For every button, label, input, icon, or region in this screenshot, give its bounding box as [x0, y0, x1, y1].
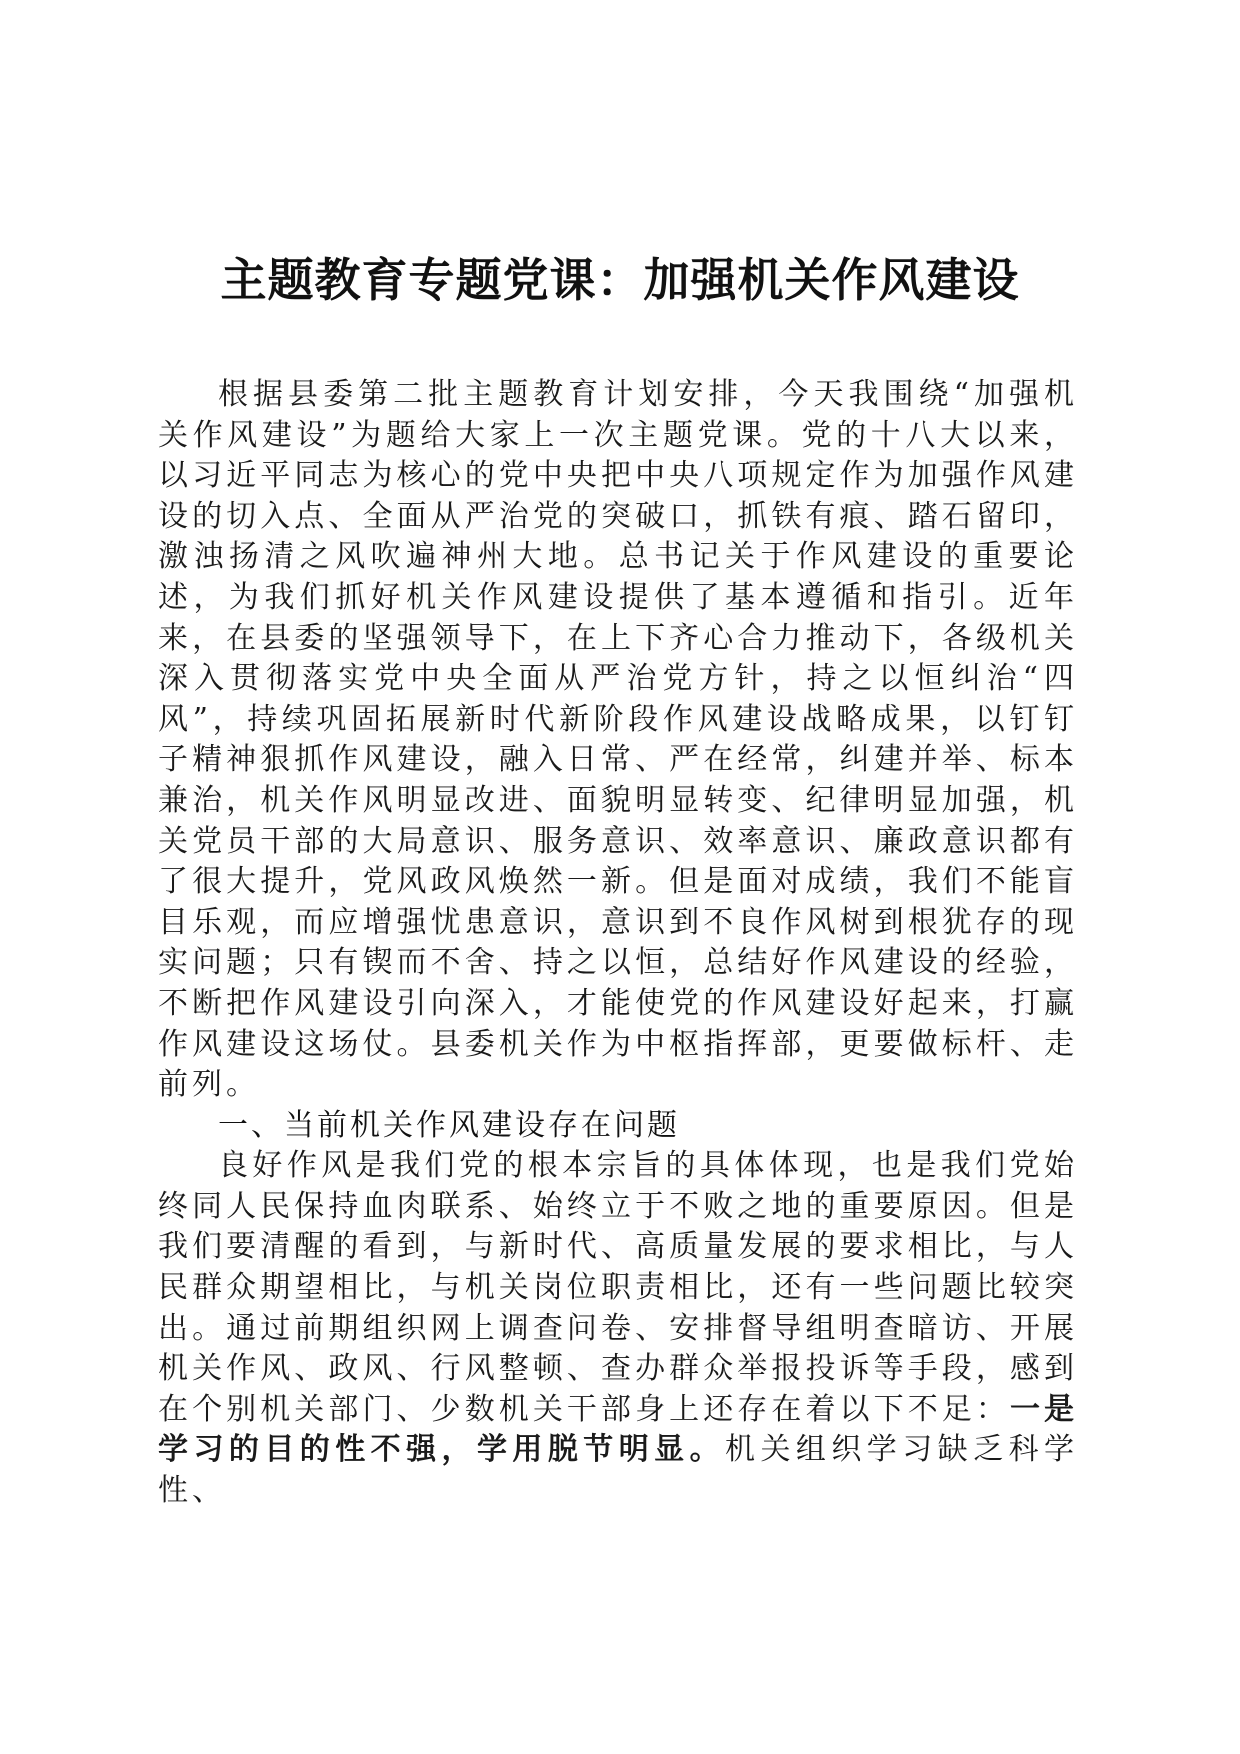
section-1-text-after: 机关组织学习缺乏科学性、 [158, 1432, 1079, 1509]
section-1-paragraph [158, 1146, 1078, 1511]
section-1-text-before: 良好作风是我们党的根本宗旨的具体体现，也是我们党始终同人民保持血肉联系、始终立于不败之地的重要原因。但是我们要清醒的看到，与新时代、高质量发展的要求相比，与人民群众期望相比，与机关岗位职责相比，还有一些问题比较突出。通过前期组织网上调查问卷、安排督导组明查暗访、开展机关作风、政风、行风整顿、查办群众举报投诉等手段，感到在个别机关部门、少数机关干部身上还存在着以下不足： [158, 1148, 1078, 1427]
document-body [158, 375, 1078, 1512]
section-heading-1: 一、当前机关作风建设存在问题 [218, 1107, 680, 1143]
document-title: 主题教育专题党课：加强机关作风建设 [220, 253, 1020, 307]
intro-paragraph: 根据县委第二批主题教育计划安排，今天我围绕“加强机关作风建设”为题给大家上一次主题党课。党的十八大以来，以习近平同志为核心的党中央把中央八项规定作为加强作风建设的切入点、全面从严治党的突破口，抓铁有痕、踏石留印，激浊扬清之风吹遍神州大地。总书记关于作风建设的重要论述，为我们抓好机关作风建设提供了基本遵循和指引。近年来，在县委的坚强领导下，在上下齐心合力推动下，各级机关深入贯彻落实党中央全面从严治党方针，持之以恒纠治“四风”，持续巩固拓展新时代新阶段作风建设战略成果，以钉钉子精神狠抓作风建设，融入日常、严在经常，纠建并举、标本兼治，机关作风明显改进、面貌明显转变、纪律明显加强，机关党员干部的大局意识、服务意识、效率意识、廉政意识都有了很大提升，党风政风焕然一新。但是面对成绩，我们不能盲目乐观，而应增强忧患意识，意识到不良作风树到根犹存的现实问题；只有锲而不舍、持之以恒，总结好作风建设的经验，不断把作风建设引向深入，才能使党的作风建设好起来，打赢作风建设这场仗。县委机关作为中枢指挥部，更要做标杆、走前列。 [158, 377, 1078, 1103]
section-1-bold-point: 一是学习的目的性不强，学用脱节明显。 [158, 1391, 1079, 1468]
